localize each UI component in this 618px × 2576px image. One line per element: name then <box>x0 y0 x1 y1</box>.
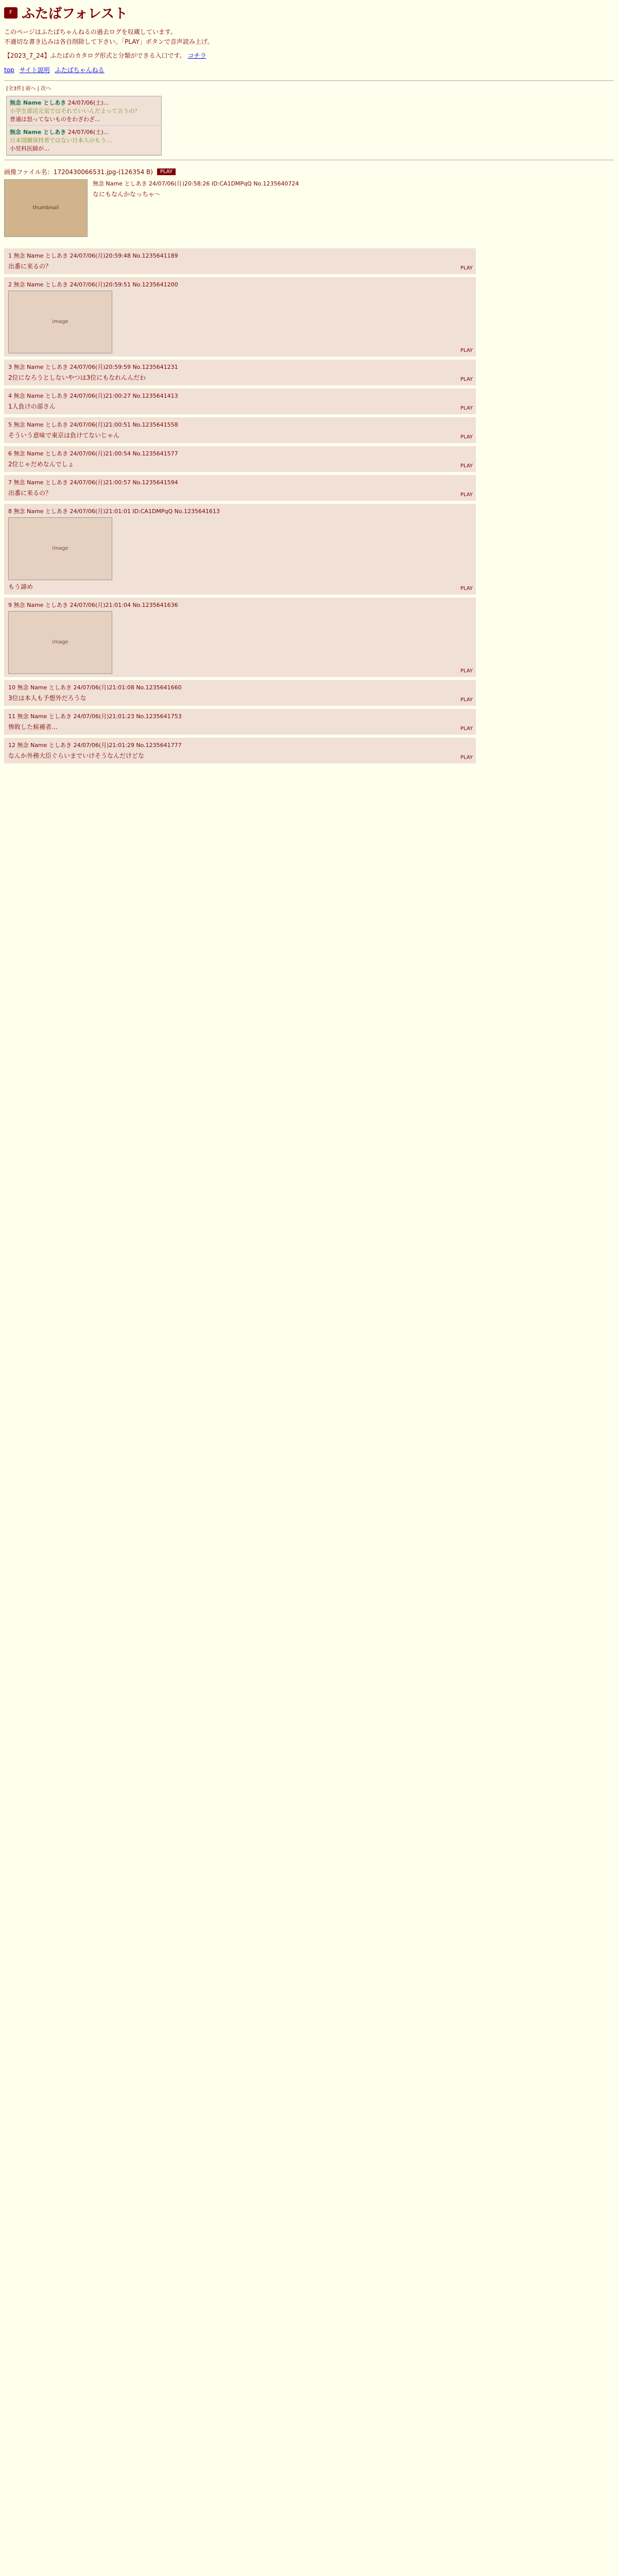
op-meta: 無念 Name としあき 24/07/06(月)20:58:26 ID:CA1DMPqQ No.1235640724 <box>93 180 299 187</box>
reply-meta: 無念 Name としあき 24/07/06(月)21:01:23 No.1235641753 <box>17 713 182 720</box>
reply-meta: 無念 Name としあき 24/07/06(月)20:59:59 No.1235641231 <box>13 363 178 370</box>
reply-num: 3 <box>8 363 12 370</box>
reply-meta: 無念 Name としあき 24/07/06(月)21:00:54 No.1235641577 <box>13 450 178 457</box>
reply-meta: 無念 Name としあき 24/07/06(月)21:00:51 No.1235641558 <box>13 421 178 428</box>
reply-num: 2 <box>8 281 12 288</box>
reply-post <box>4 417 476 443</box>
reply-image[interactable]: image <box>8 517 112 580</box>
reply-play[interactable]: PLAY <box>460 405 473 411</box>
reply-post <box>4 504 476 595</box>
nav-links <box>4 65 614 74</box>
reply-play[interactable]: PLAY <box>460 347 473 353</box>
op-text: なにもなんかなっちゃ～ <box>93 190 161 198</box>
reply-post <box>4 598 476 677</box>
reply-post <box>4 388 476 414</box>
nav-about[interactable]: サイト説明 <box>19 66 50 74</box>
reply-num: 9 <box>8 601 12 608</box>
selected-quote: 小児科医師が… <box>10 145 49 152</box>
reply-num: 5 <box>8 421 12 428</box>
reply-num: 10 <box>8 684 15 691</box>
reply-post <box>4 360 476 385</box>
intro-link[interactable]: コチラ <box>187 52 207 60</box>
reply-play[interactable]: PLAY <box>460 265 473 271</box>
reply-meta: 無念 Name としあき 24/07/06(月)21:01:08 No.1235641660 <box>17 684 182 691</box>
reply-post <box>4 277 476 357</box>
replies <box>0 241 618 771</box>
reply-text: 惨敗した候補者… <box>8 723 58 731</box>
site-logo: F <box>4 7 18 19</box>
reply-text: 3位は本人も予想外だろうな <box>8 694 87 702</box>
reply-text: 2位になろうとしないやつは3位にもなれんんだわ <box>8 374 146 381</box>
nav-top[interactable]: top <box>4 66 14 74</box>
reply-meta: 無念 Name としあき 24/07/06(月)21:01:29 No.1235641777 <box>17 741 182 749</box>
op-post <box>0 163 618 241</box>
reply-play[interactable]: PLAY <box>460 492 473 498</box>
selected-post[interactable] <box>7 96 161 126</box>
selected-post[interactable] <box>7 126 161 155</box>
reply-meta: 無念 Name としあき 24/07/06(月)21:00:57 No.1235641594 <box>13 479 178 486</box>
reply-post <box>4 680 476 706</box>
intro-line2: 不適切な書き込みは各自削除して下さい。「PLAY」ボタンで音声読み上げ。 <box>4 38 214 46</box>
reply-meta: 無念 Name としあき 24/07/06(月)21:00:27 No.1235641413 <box>13 392 178 399</box>
catalog-count: [全3件] 前へ | 次へ <box>6 86 52 92</box>
reply-text: 1人負けの部さん <box>8 402 56 410</box>
site-title-row <box>4 3 614 22</box>
reply-post <box>4 446 476 472</box>
reply-text: 出番に来るの？ <box>8 489 52 497</box>
divider <box>4 80 614 81</box>
reply-play[interactable]: PLAY <box>460 376 473 382</box>
reply-play[interactable]: PLAY <box>460 668 473 674</box>
selected-name: 無念 Name としあき <box>10 99 66 106</box>
reply-text: なんか外務大臣ぐらいまでいけそうなんだけどな <box>8 752 145 759</box>
reply-meta: 無念 Name としあき 24/07/06(月)20:59:51 No.1235641200 <box>13 281 178 288</box>
op-thumbnail[interactable]: thumbnail <box>4 179 88 237</box>
reply-meta: 無念 Name としあき 24/07/06(月)20:59:48 No.1235641189 <box>13 252 178 259</box>
site-title: ふたばフォレスト <box>22 6 128 22</box>
reply-play[interactable]: PLAY <box>460 725 473 732</box>
reply-text: そういう意味で東京は負けてないじゃん <box>8 431 120 439</box>
selected-date: 24/07/06(土)... <box>67 128 109 135</box>
reply-post <box>4 475 476 501</box>
reply-num: 11 <box>8 713 15 720</box>
nav-futaba[interactable]: ふたばちゃんねる <box>55 66 105 74</box>
selected-text: 小学生部活元気ではそれでいいんだよって言うの？ <box>10 107 140 114</box>
reply-num: 12 <box>8 741 15 749</box>
reply-meta: 無念 Name としあき 24/07/06(月)21:01:01 ID:CA1DMPqQ No.1235641613 <box>13 507 220 515</box>
reply-image[interactable]: image <box>8 291 112 353</box>
reply-post <box>4 738 476 764</box>
reply-text: 2位じゃだめなんでしょ <box>8 460 74 468</box>
reply-play[interactable]: PLAY <box>460 434 473 440</box>
reply-num: 6 <box>8 450 12 457</box>
reply-post <box>4 248 476 274</box>
reply-num: 8 <box>8 507 12 515</box>
reply-post <box>4 709 476 735</box>
selected-text: 日本国籍保持者ではない日本人のもう… <box>10 137 112 144</box>
selected-date: 24/07/06(土)... <box>67 99 109 106</box>
reply-play[interactable]: PLAY <box>460 585 473 591</box>
reply-play[interactable]: PLAY <box>460 697 473 703</box>
selected-posts <box>6 96 162 156</box>
intro-line3: 【2023_7_24】ふたばのカタログ形式と分類ができる入口です。 <box>4 52 186 60</box>
intro-line1: このページはふたばちゃんねるの過去ログを収蔵しています。 <box>4 28 177 36</box>
reply-text: もう諦め <box>8 583 33 590</box>
reply-text: 出番に来るの？ <box>8 262 52 270</box>
header <box>0 0 618 77</box>
reply-image[interactable]: image <box>8 611 112 674</box>
reply-play[interactable]: PLAY <box>460 754 473 760</box>
selected-quote: 普通は怒ってないものをわざわざ... <box>10 115 100 123</box>
op-file-label: 画像ファイル名：1720430066531.jpg-(126354 B) <box>4 168 153 176</box>
intro <box>4 27 614 61</box>
reply-num: 7 <box>8 479 12 486</box>
reply-play[interactable]: PLAY <box>460 463 473 469</box>
reply-meta: 無念 Name としあき 24/07/06(月)21:01:04 No.1235641636 <box>13 601 178 608</box>
reply-num: 4 <box>8 392 12 399</box>
op-play-button[interactable]: PLAY <box>157 168 176 175</box>
selected-name: 無念 Name としあき <box>10 128 66 135</box>
reply-num: 1 <box>8 252 12 259</box>
